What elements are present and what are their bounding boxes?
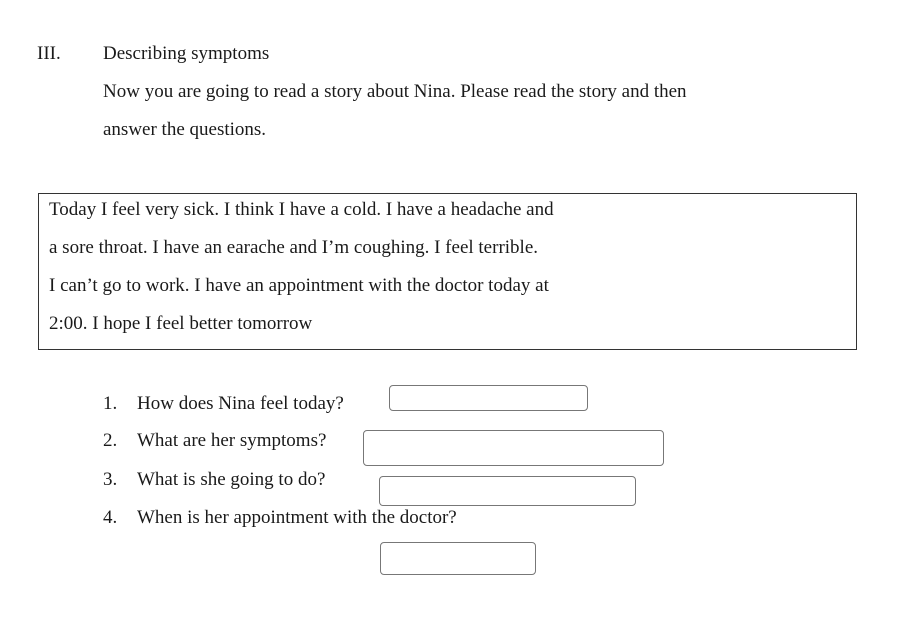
question-2-number: 2. xyxy=(103,430,118,451)
story-box xyxy=(38,193,857,350)
story-line: Today I feel very sick. I think I have a cold. I have a headache and xyxy=(49,199,554,220)
question-2-text: What are her symptoms? xyxy=(137,430,327,451)
section-title: Describing symptoms xyxy=(103,43,270,64)
answer-1-input[interactable] xyxy=(389,385,588,411)
answer-2-input[interactable] xyxy=(363,430,664,466)
answer-4-input[interactable] xyxy=(380,542,536,575)
question-3-text: What is she going to do? xyxy=(137,469,326,490)
section-number: III. xyxy=(37,43,61,64)
story-line: a sore throat. I have an earache and I’m coughing. I feel terrible. xyxy=(49,237,539,258)
question-3-number: 3. xyxy=(103,469,118,490)
question-4-number: 4. xyxy=(103,507,118,528)
question-1-text: How does Nina feel today? xyxy=(137,393,344,414)
story-line: I can’t go to work. I have an appointment with the doctor today at xyxy=(49,275,549,296)
question-4-text: When is her appointment with the doctor? xyxy=(137,507,457,528)
answer-3-input[interactable] xyxy=(379,476,636,506)
instructions-line-2: answer the questions. xyxy=(103,119,267,140)
question-1-number: 1. xyxy=(103,393,118,414)
instructions-line-1: Now you are going to read a story about Nina. Please read the story and then xyxy=(103,81,687,102)
story-line: 2:00. I hope I feel better tomorrow xyxy=(49,313,313,334)
